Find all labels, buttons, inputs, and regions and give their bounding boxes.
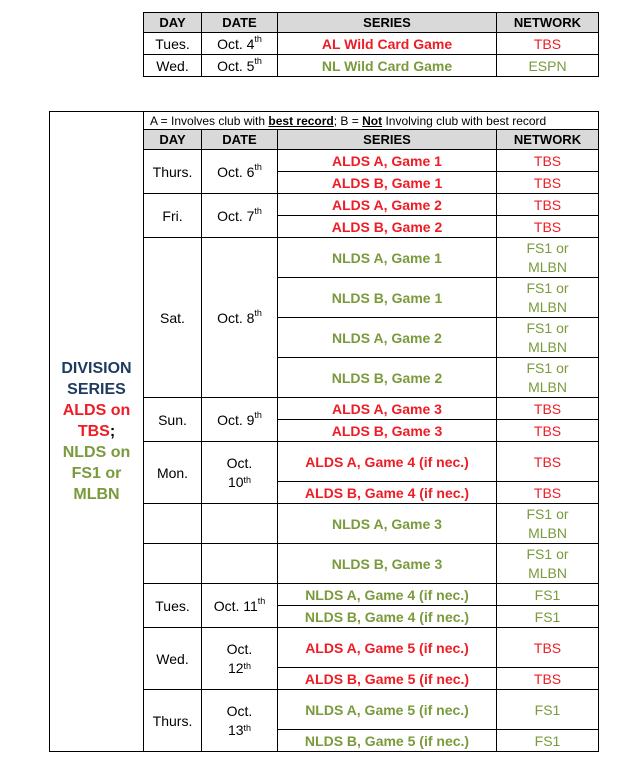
header-date: DATE (202, 130, 278, 150)
network-cell: FS1 (497, 584, 599, 606)
network-cell: TBS (497, 628, 599, 668)
series-cell: NLDS A, Game 5 (if nec.) (278, 690, 497, 730)
network-cell: FS1 or MLBN (497, 278, 599, 318)
header-network: NETWORK (497, 130, 599, 150)
date-cell: Oct. 10th (202, 442, 278, 504)
date-cell: Oct. 7th (202, 194, 278, 238)
network-cell: TBS (497, 33, 599, 55)
network-cell: FS1 or MLBN (497, 238, 599, 278)
network-cell: FS1 (497, 690, 599, 730)
day-cell: Mon. (144, 442, 202, 504)
day-cell: Tues. (144, 33, 202, 55)
series-cell: NLDS A, Game 1 (278, 238, 497, 278)
network-cell: FS1 (497, 730, 599, 752)
series-cell: ALDS B, Game 3 (278, 420, 497, 442)
series-cell: ALDS B, Game 5 (if nec.) (278, 668, 497, 690)
series-cell: NLDS B, Game 2 (278, 358, 497, 398)
day-cell: Sat. (144, 238, 202, 398)
wildcard-table (143, 12, 599, 77)
network-cell: TBS (497, 150, 599, 172)
header-series: SERIES (278, 13, 497, 33)
day-cell: Wed. (144, 628, 202, 690)
series-cell: ALDS A, Game 3 (278, 398, 497, 420)
network-cell: FS1 (497, 606, 599, 628)
day-cell: Thurs. (144, 150, 202, 194)
header-series: SERIES (278, 130, 497, 150)
network-cell: TBS (497, 216, 599, 238)
series-cell: NLDS B, Game 4 (if nec.) (278, 606, 497, 628)
network-cell: FS1 or MLBN (497, 358, 599, 398)
table-row (144, 55, 599, 77)
date-cell (202, 544, 278, 584)
network-cell: TBS (497, 482, 599, 504)
date-cell: Oct. 11th (202, 584, 278, 628)
series-cell: ALDS B, Game 2 (278, 216, 497, 238)
series-cell: ALDS B, Game 4 (if nec.) (278, 482, 497, 504)
nlds-network-note-3: MLBN (73, 486, 120, 503)
day-cell: Wed. (144, 55, 202, 77)
network-cell: TBS (497, 442, 599, 482)
alds-network-note: ALDS on (62, 402, 131, 419)
series-cell: NLDS B, Game 1 (278, 278, 497, 318)
network-cell: TBS (497, 668, 599, 690)
date-cell: Oct. 13th (202, 690, 278, 752)
header-day: DAY (144, 130, 202, 150)
header-day: DAY (144, 13, 202, 33)
alds-network-note-2: TBS (77, 423, 110, 440)
day-cell: Fri. (144, 194, 202, 238)
series-cell: NLDS A, Game 3 (278, 504, 497, 544)
nlds-network-note: NLDS on (62, 444, 131, 461)
division-series-label: DIVISION SERIES ALDS on TBS; NLDS on FS1 or MLBN (50, 112, 144, 752)
day-cell (144, 504, 202, 544)
network-cell: ESPN (497, 55, 599, 77)
series-cell: NL Wild Card Game (278, 55, 497, 77)
day-cell (144, 544, 202, 584)
series-cell: ALDS A, Game 5 (if nec.) (278, 628, 497, 668)
series-cell: NLDS B, Game 5 (if nec.) (278, 730, 497, 752)
network-cell: TBS (497, 398, 599, 420)
series-cell: ALDS A, Game 2 (278, 194, 497, 216)
table-row (144, 33, 599, 55)
date-cell: Oct. 5th (202, 55, 278, 77)
network-cell: FS1 or MLBN (497, 318, 599, 358)
network-cell: TBS (497, 420, 599, 442)
series-cell: ALDS B, Game 1 (278, 172, 497, 194)
division-title: DIVISION (61, 360, 132, 377)
date-cell: Oct. 8th (202, 238, 278, 398)
series-cell: NLDS A, Game 4 (if nec.) (278, 584, 497, 606)
network-cell: TBS (497, 172, 599, 194)
date-cell: Oct. 6th (202, 150, 278, 194)
series-cell: ALDS A, Game 4 (if nec.) (278, 442, 497, 482)
date-cell: Oct. 12th (202, 628, 278, 690)
nlds-network-note-2: FS1 or (71, 465, 122, 482)
division-title-2: SERIES (67, 381, 126, 398)
day-cell: Sun. (144, 398, 202, 442)
day-cell: Thurs. (144, 690, 202, 752)
date-cell: Oct. 9th (202, 398, 278, 442)
day-cell: Tues. (144, 584, 202, 628)
network-cell: FS1 or MLBN (497, 504, 599, 544)
date-cell (202, 504, 278, 544)
series-cell: ALDS A, Game 1 (278, 150, 497, 172)
header-date: DATE (202, 13, 278, 33)
date-cell: Oct. 4th (202, 33, 278, 55)
network-cell: FS1 or MLBN (497, 544, 599, 584)
series-cell: NLDS B, Game 3 (278, 544, 497, 584)
network-cell: TBS (497, 194, 599, 216)
header-network: NETWORK (497, 13, 599, 33)
series-cell: AL Wild Card Game (278, 33, 497, 55)
legend-note: A = Involves club with best record; B = Not Involving club with best record (144, 112, 599, 130)
division-series-table (49, 111, 599, 752)
series-cell: NLDS A, Game 2 (278, 318, 497, 358)
